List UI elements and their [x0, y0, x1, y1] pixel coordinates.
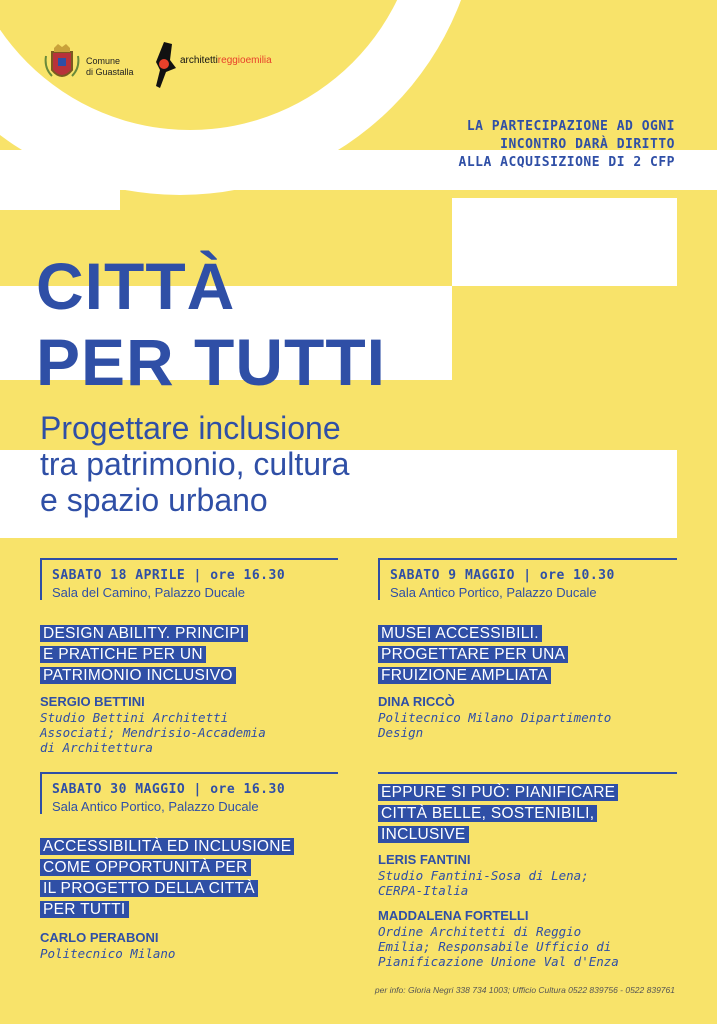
- cfp-note: [355, 118, 675, 172]
- page-subtitle: [40, 410, 349, 518]
- affiliation-line: Studio Bettini Architetti: [40, 710, 229, 725]
- event-title-line: PATRIMONIO INCLUSIVO: [40, 667, 236, 684]
- coat-of-arms-icon: [44, 42, 80, 86]
- event-title-line: EPPURE SI PUÒ: PIANIFICARE: [378, 784, 618, 801]
- event-bar: [40, 558, 42, 600]
- event-title-line: PROGETTARE PER UNA: [378, 646, 568, 663]
- event-divider: [40, 558, 338, 560]
- comune-sub: di Guastalla: [86, 67, 134, 77]
- comune-logo: [44, 42, 80, 91]
- comune-logo-text: [86, 56, 134, 78]
- event-title-line: IL PROGETTO DELLA CITTÀ: [40, 880, 258, 897]
- event-title-line: INCLUSIVE: [378, 826, 469, 843]
- architetti-suffix: reggioemilia: [217, 55, 272, 66]
- event-date: SABATO 30 MAGGIO | ore 16.30: [52, 782, 286, 797]
- event-title-line: COME OPPORTUNITÀ PER: [40, 859, 251, 876]
- architetti-prefix: architetti: [180, 55, 218, 66]
- event-title-line: PER TUTTI: [40, 901, 129, 918]
- page-title: [36, 248, 386, 400]
- decor-white-band: [0, 190, 120, 210]
- event-title-line: ACCESSIBILITÀ ED INCLUSIONE: [40, 838, 294, 855]
- event-title: [378, 623, 678, 686]
- affiliation-line: Politecnico Milano: [40, 946, 176, 961]
- speaker-affiliation: [40, 946, 340, 961]
- title-line: CITTÀ: [36, 249, 236, 323]
- decor-white-block: [452, 198, 677, 286]
- speaker-affiliation: [378, 924, 678, 969]
- speaker-name: CARLO PERABONI: [40, 930, 159, 945]
- affiliation-line: Studio Fantini-Sosa di Lena;: [378, 868, 589, 883]
- affiliation-line: Design: [378, 725, 424, 740]
- event-bar: [40, 772, 42, 814]
- speaker-name: LERIS FANTINI: [378, 852, 471, 867]
- event-divider: [378, 558, 677, 560]
- event-title: [378, 782, 678, 845]
- affiliation-line: Politecnico Milano Dipartimento: [378, 710, 612, 725]
- event-title-line: CITTÀ BELLE, SOSTENIBILI,: [378, 805, 597, 822]
- footer-info: per info: Gloria Negri 338 734 1003; Ufficio Cultura 0522 839756 - 0522 839761: [374, 985, 675, 995]
- event-title-line: DESIGN ABILITY. PRINCIPI: [40, 625, 248, 642]
- affiliation-line: Pianificazione Unione Val d'Enza: [378, 954, 619, 969]
- event-title-line: MUSEI ACCESSIBILI.: [378, 625, 542, 642]
- speaker-affiliation: [40, 710, 340, 755]
- speaker-name: MADDALENA FORTELLI: [378, 908, 529, 923]
- affiliation-line: Associati; Mendrisio-Accademia: [40, 725, 266, 740]
- event-date: SABATO 18 APRILE | ore 16.30: [52, 568, 286, 583]
- event-place: Sala Antico Portico, Palazzo Ducale: [52, 799, 259, 814]
- subtitle-line: e spazio urbano: [40, 482, 268, 518]
- architetti-logo: [152, 40, 180, 95]
- speaker-affiliation: [378, 710, 678, 740]
- speaker-affiliation: [378, 868, 678, 898]
- title-line: PER TUTTI: [36, 325, 386, 399]
- event-date: SABATO 9 MAGGIO | ore 10.30: [390, 568, 615, 583]
- cfp-line: ALLA ACQUISIZIONE DI 2 CFP: [458, 155, 675, 170]
- affiliation-line: di Architettura: [40, 740, 153, 755]
- cfp-line: LA PARTECIPAZIONE AD OGNI: [466, 119, 675, 134]
- affiliation-line: Ordine Architetti di Reggio: [378, 924, 582, 939]
- affiliation-line: Emilia; Responsabile Ufficio di: [378, 939, 612, 954]
- subtitle-line: tra patrimonio, cultura: [40, 446, 350, 482]
- architetti-mark-icon: [152, 40, 180, 90]
- event-place: Sala Antico Portico, Palazzo Ducale: [390, 585, 597, 600]
- speaker-name: SERGIO BETTINI: [40, 694, 145, 709]
- cfp-line: INCONTRO DARÀ DIRITTO: [500, 137, 675, 152]
- event-title-line: E PRATICHE PER UN: [40, 646, 206, 663]
- comune-name: Comune: [86, 56, 121, 66]
- event-title: [40, 836, 340, 920]
- subtitle-line: Progettare inclusione: [40, 410, 341, 446]
- speaker-name: DINA RICCÒ: [378, 694, 455, 709]
- architetti-logo-text: [180, 55, 272, 66]
- event-title: [40, 623, 340, 686]
- event-place: Sala del Camino, Palazzo Ducale: [52, 585, 245, 600]
- event-divider: [40, 772, 338, 774]
- event-title-line: FRUIZIONE AMPLIATA: [378, 667, 551, 684]
- affiliation-line: CERPA-Italia: [378, 883, 469, 898]
- event-bar: [378, 558, 380, 600]
- event-divider: [378, 772, 677, 774]
- decor-yellow-block: [452, 286, 677, 380]
